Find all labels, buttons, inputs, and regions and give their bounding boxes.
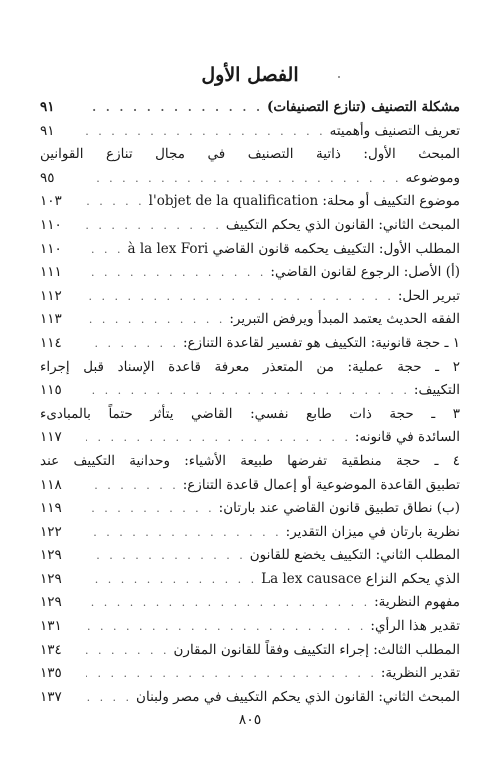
toc-page-number: ٩٥ [40, 169, 55, 186]
toc-entry-title: المطلب الأول: التكييف يحكمه قانون القاضي à la lex Fori [127, 240, 460, 257]
toc-entry-title: مشكلة التصنيف (تنازع التصنيفات) [266, 99, 460, 115]
toc-entry-title: المبحث الأول: ذاتية التصنيف في مجال تنازع القوانين [40, 146, 460, 163]
toc-line [40, 285, 460, 309]
toc-line [40, 261, 460, 285]
dot-leader [86, 662, 377, 686]
toc-page-number: ١٢٩ [40, 570, 62, 587]
toc-page-number: ١٣٤ [40, 641, 62, 658]
dot-leader [86, 238, 123, 262]
toc-page-number: ١١٢ [40, 287, 62, 304]
dot-leader [86, 521, 282, 545]
dot-leader [86, 167, 402, 191]
toc-page-number: ١١١ [40, 264, 62, 281]
toc-page-number: ١٠٣ [40, 193, 62, 210]
toc-line [40, 403, 460, 427]
toc-entry [40, 450, 460, 497]
toc-line [40, 356, 460, 380]
toc-line [40, 615, 460, 639]
toc-page-number: ١١٠ [40, 216, 62, 233]
toc-entry [40, 238, 460, 262]
toc-page-number: ١١٩ [40, 500, 62, 517]
toc-line [40, 662, 460, 686]
toc-line [40, 426, 460, 450]
toc-entry-title: التكييف: [413, 382, 460, 399]
toc-entry-title: السائدة في قانونه: [354, 429, 460, 446]
toc-entry-title: الفقه الحديث يعتمد المبدأ ويرفض التبرير: [229, 311, 460, 328]
toc-line [40, 450, 460, 474]
toc-line [40, 379, 460, 403]
toc-page-number: ١١٨ [40, 476, 62, 493]
toc-entry [40, 356, 460, 403]
toc-page-number: ١٣٧ [40, 688, 62, 705]
dot-leader [86, 332, 179, 356]
toc-entry-title: ٤ ـ حجة منطقية تفرضها طبيعة الأشياء: وحدانية التكييف عند [40, 452, 460, 469]
toc-line [40, 96, 460, 120]
toc-line [40, 521, 460, 545]
toc-entry-title: ٢ ـ حجة عملية: من المتعذر معرفة قاعدة الإسناد قبل إجراء [40, 358, 460, 375]
dot-leader [86, 639, 170, 663]
toc-page-number: ١٣١ [40, 618, 62, 635]
toc-page-number: ١١٠ [40, 240, 62, 257]
toc-entry-title: (أ) الأصل: الرجوع لقانون القاضي: [270, 264, 460, 281]
toc-entry-title: ٣ ـ حجة ذات طابع نفسي: القاضي يتأثر حتماً بالمبادىء [40, 405, 460, 422]
toc-entry [40, 285, 460, 309]
toc-line [40, 120, 460, 144]
toc-entry [40, 214, 460, 238]
toc-line [40, 190, 460, 214]
dot-leader [86, 214, 222, 238]
toc-line [40, 639, 460, 663]
toc-entry-title: تعريف التصنيف وأهميته [329, 122, 460, 139]
dot-leader [86, 190, 145, 214]
toc-entry-title: ١ ـ حجة قانونية: التكييف هو تفسير لقاعدة التنازع: [182, 334, 460, 351]
toc-entry [40, 96, 460, 120]
toc-page-number: ١٢٩ [40, 594, 62, 611]
dot-leader [86, 120, 326, 144]
toc-line [40, 497, 460, 521]
dot-leader [86, 308, 225, 332]
toc-entry [40, 639, 460, 663]
toc-entry [40, 332, 460, 356]
toc-line [40, 214, 460, 238]
toc-entry-title: تبرير الحل: [397, 287, 460, 304]
toc-entry-title: المطلب الثالث: إجراء التكييف وفقاً للقانون المقارن [173, 641, 460, 658]
dot-leader [86, 568, 257, 592]
toc-entry [40, 120, 460, 144]
dot-leader [86, 96, 263, 120]
toc-entry [40, 521, 460, 545]
toc-line [40, 686, 460, 710]
toc-page-number: ١٢٢ [40, 523, 62, 540]
toc-page-number: ١١٣ [40, 311, 62, 328]
dot-leader [86, 615, 366, 639]
toc-line [40, 591, 460, 615]
toc-entry-title: موضوع التكييف أو محلة: l'objet de la qualification [148, 193, 460, 210]
dot-leader [86, 426, 351, 450]
toc-page-number: ١١٤ [40, 334, 62, 351]
toc-entry [40, 261, 460, 285]
toc-line [40, 568, 460, 592]
dot-leader [86, 591, 370, 615]
toc-page-number: ٩١ [40, 99, 55, 115]
toc-entry [40, 568, 460, 592]
toc-page-number: ٩١ [40, 122, 55, 139]
toc-entry-title: المبحث الثاني: القانون الذي يحكم التكييف في مصر ولبنان [136, 688, 460, 705]
dot-leader [86, 261, 266, 285]
toc-entry-title: مفهوم النظرية: [374, 594, 460, 611]
toc-entry-title: وموضوعه [405, 169, 460, 186]
toc-line [40, 332, 460, 356]
toc-line [40, 238, 460, 262]
toc-entry [40, 403, 460, 450]
toc-entry [40, 686, 460, 710]
toc-page-number: ١١٥ [40, 382, 62, 399]
toc-entry [40, 143, 460, 190]
table-of-contents [40, 96, 460, 709]
toc-line [40, 474, 460, 498]
toc-entry [40, 662, 460, 686]
toc-entry [40, 591, 460, 615]
toc-line [40, 143, 460, 167]
page-number: ٨٠٥ [238, 712, 262, 728]
toc-page-number: ١١٧ [40, 429, 62, 446]
toc-entry-title: تطبيق القاعدة الموضوعية أو إعمال قاعدة التنازع: [182, 476, 460, 493]
toc-entry [40, 308, 460, 332]
toc-entry [40, 497, 460, 521]
toc-entry [40, 190, 460, 214]
dot-leader [86, 686, 132, 710]
toc-page-number: ١٢٩ [40, 547, 62, 564]
toc-line [40, 308, 460, 332]
toc-entry-title: المطلب الثاني: التكييف يخضع للقانون [249, 547, 460, 564]
toc-entry [40, 615, 460, 639]
toc-entry-title: تقدير هذا الرأي: [370, 618, 460, 635]
dot-leader [86, 497, 215, 521]
toc-entry-title: الذي يحكم النزاع La lex causace [261, 570, 460, 587]
toc-entry-title: تقدير النظرية: [380, 665, 460, 682]
toc-entry [40, 544, 460, 568]
dot-leader [86, 544, 246, 568]
toc-line [40, 544, 460, 568]
toc-entry-title: (ب) نطاق تطبيق قانون القاضي عند بارتان: [218, 500, 460, 517]
dot-leader [86, 379, 410, 403]
toc-page-number: ١٣٥ [40, 665, 62, 682]
print-speck [338, 76, 340, 78]
toc-entry-title: المبحث الثاني: القانون الذي يحكم التكييف [225, 216, 460, 233]
toc-entry-title: نظرية بارتان في ميزان التقدير: [285, 523, 460, 540]
chapter-title: الفصل الأول [201, 64, 299, 86]
toc-line [40, 167, 460, 191]
dot-leader [86, 285, 394, 309]
dot-leader [86, 474, 179, 498]
